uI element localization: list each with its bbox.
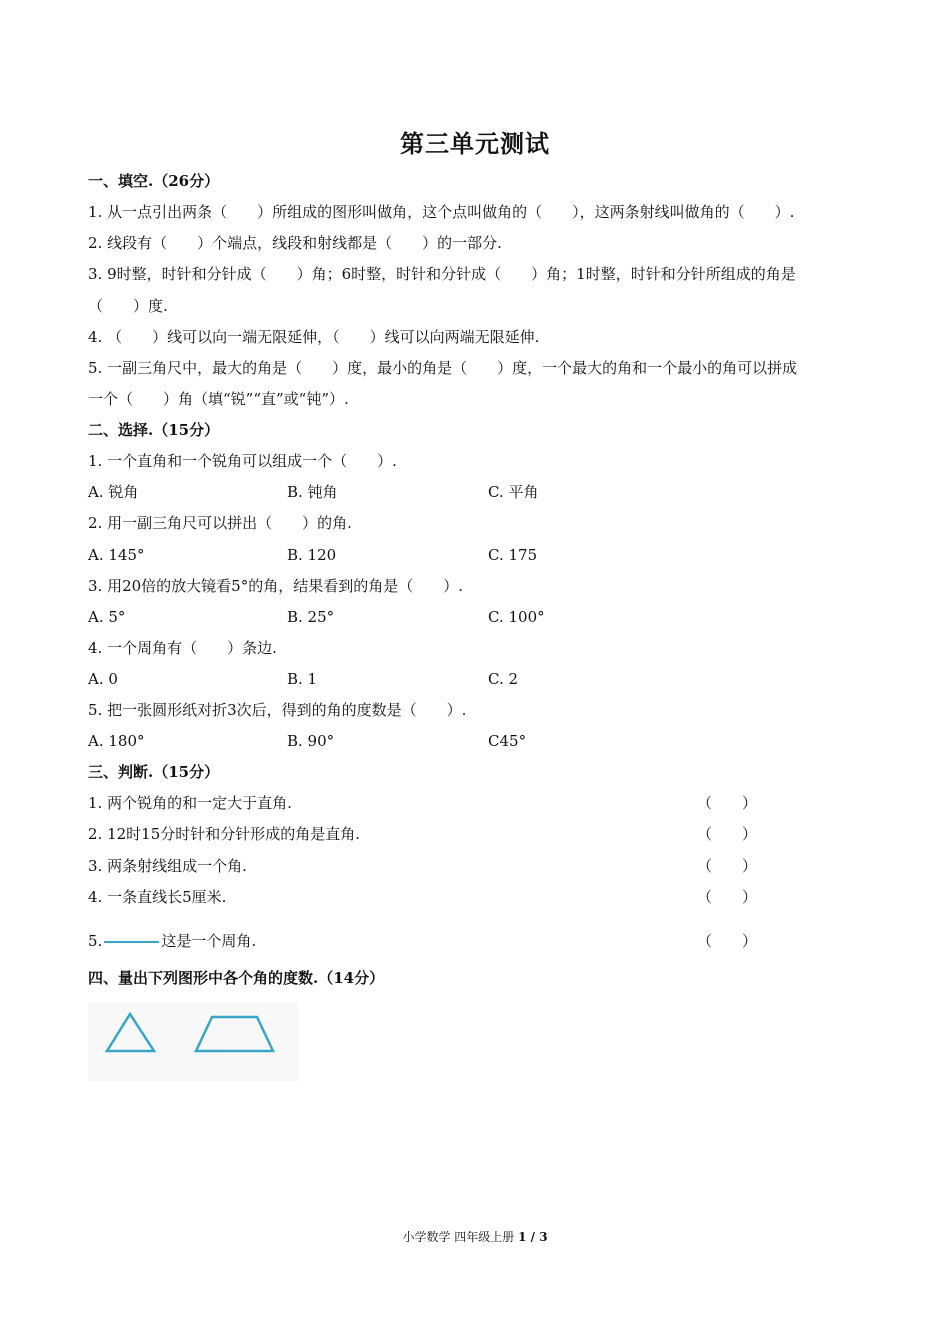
question-1-5-cont: 一个（ ）角（填“锐”“直”或“钝”）.	[88, 390, 349, 408]
question-3-2: 2. 12时15分时针和分针形成的角是直角.	[88, 825, 361, 843]
shapes-figure	[88, 1003, 298, 1081]
option-c: C. 175	[488, 546, 538, 564]
question-3-4: 4. 一条直线长5厘米.	[88, 888, 227, 906]
section-2-heading: 二、选择.（15分）	[88, 421, 220, 439]
ray-line-figure	[104, 941, 159, 943]
question-2-1: 1. 一个直角和一个锐角可以组成一个（ ）.	[88, 452, 397, 470]
option-a: A. 0	[88, 670, 118, 688]
answer-parentheses: （ ）	[697, 857, 758, 875]
option-a: A. 5°	[88, 608, 126, 626]
question-3-5-text: 这是一个周角.	[161, 932, 257, 950]
option-c: C. 平角	[488, 483, 539, 501]
option-b: B. 1	[287, 670, 318, 688]
question-1-1: 1. 从一点引出两条（ ）所组成的图形叫做角，这个点叫做角的（ ），这两条射线叫做角的（ ）.	[88, 203, 795, 221]
option-a: A. 180°	[88, 732, 145, 750]
trapezoid-shape	[196, 1017, 273, 1051]
option-c: C45°	[488, 732, 527, 750]
option-a: A. 锐角	[88, 483, 139, 501]
page-title: 第三单元测试	[400, 129, 550, 158]
question-3-1: 1. 两个锐角的和一定大于直角.	[88, 794, 292, 812]
option-b: B. 120	[287, 546, 337, 564]
page-footer	[0, 1228, 950, 1245]
question-1-3-cont: （ ）度.	[88, 297, 168, 315]
answer-parentheses: （ ）	[697, 825, 758, 843]
question-3-5-number: 5.	[88, 932, 103, 950]
page-number: 1 / 3	[518, 1230, 548, 1244]
question-2-3: 3. 用20倍的放大镜看5°的角，结果看到的角是（ ）.	[88, 577, 463, 595]
question-1-2: 2. 线段有（ ）个端点，线段和射线都是（ ）的一部分.	[88, 234, 502, 252]
question-1-3: 3. 9时整，时针和分针成（ ）角；6时整，时针和分针成（ ）角；1时整，时针和分针所组成的角是	[88, 265, 796, 283]
section-3-heading: 三、判断.（15分）	[88, 763, 220, 781]
answer-parentheses: （ ）	[697, 932, 758, 950]
section-4-heading: 四、量出下列图形中各个角的度数.（14分）	[88, 969, 385, 987]
question-2-2: 2. 用一副三角尺可以拼出（ ）的角.	[88, 514, 352, 532]
answer-parentheses: （ ）	[697, 794, 758, 812]
triangle-shape	[107, 1014, 154, 1051]
option-b: B. 钝角	[287, 483, 338, 501]
option-a: A. 145°	[88, 546, 145, 564]
question-1-5: 5. 一副三角尺中，最大的角是（ ）度，最小的角是（ ）度，一个最大的角和一个最小的角可以拼成	[88, 359, 798, 377]
question-3-5	[88, 931, 256, 951]
option-c: C. 100°	[488, 608, 545, 626]
question-3-3: 3. 两条射线组成一个角.	[88, 857, 247, 875]
question-2-4: 4. 一个周角有（ ）条边.	[88, 639, 277, 657]
section-1-heading: 一、填空.（26分）	[88, 172, 220, 190]
answer-parentheses: （ ）	[697, 888, 758, 906]
footer-text: 小学数学 四年级上册	[402, 1230, 515, 1244]
option-b: B. 25°	[287, 608, 335, 626]
shapes-svg	[88, 1003, 298, 1081]
option-b: B. 90°	[287, 732, 335, 750]
question-1-4: 4. （ ）线可以向一端无限延伸，（ ）线可以向两端无限延伸.	[88, 328, 540, 346]
question-2-5: 5. 把一张圆形纸对折3次后，得到的角的度数是（ ）.	[88, 701, 467, 719]
option-c: C. 2	[488, 670, 519, 688]
